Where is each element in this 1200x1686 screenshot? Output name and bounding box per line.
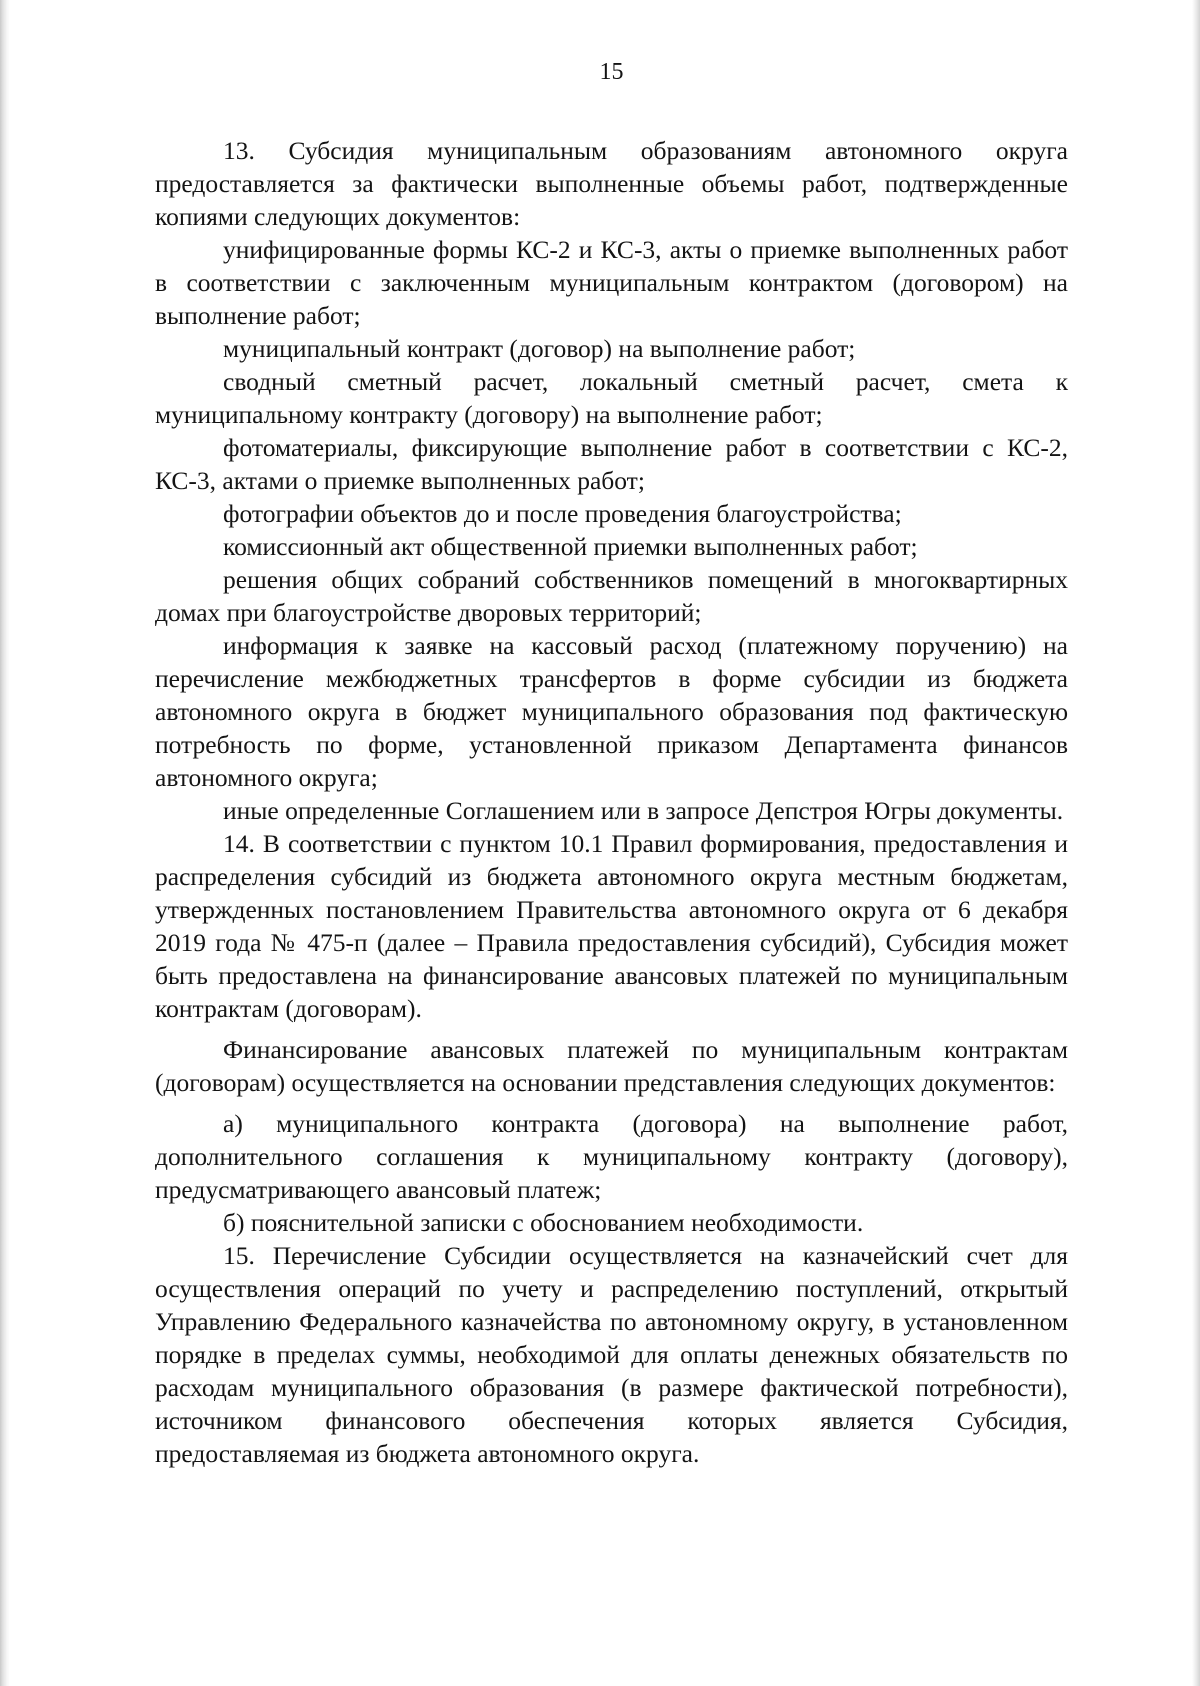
paragraph-commission-act: комиссионный акт общественной приемки выполненных работ; (223, 532, 918, 561)
scan-edge-right (1192, 0, 1200, 1686)
paragraph-subitem-b: б) пояснительной записки с обоснованием необходимости. (223, 1208, 864, 1237)
page-number: 15 (599, 59, 624, 85)
paragraph-item-14: 14. В соответствии с пунктом 10.1 Правил формирования, предоставления и распределения субсидий из бюджета автономного округа местным бюджетам, утвержденных постановлением Правительства автономного округа от 6 декабря 2019 года № 475-п (далее – Правила предоставления субсидий), Субсидия может быть предоставлена на финансирование авансовых платежей по муниципальным контрактам (договорам). (155, 829, 1068, 1023)
paragraph-photo-materials: фотоматериалы, фиксирующие выполнение работ в соответствии с КС-2, КС-3, актами о приемке выполненных работ; (155, 433, 1068, 495)
paragraph-owners-decisions: решения общих собраний собственников помещений в многоквартирных домах при благоустройстве дворовых территорий; (155, 565, 1068, 627)
paragraph-ks-forms: унифицированные формы КС-2 и КС-3, акты о приемке выполненных работ в соответствии с заключенным муниципальным контрактом (договором) на выполнение работ; (155, 235, 1068, 330)
paragraph-payment-info: информация к заявке на кассовый расход (платежному поручению) на перечисление межбюджетных трансфертов в форме субсидии из бюджета автономного округа в бюджет муниципального образования под фактическую потребность по форме, установленной приказом Департамента финансов автономного округа; (155, 631, 1068, 792)
paragraph-subitem-a: а) муниципального контракта (договора) на выполнение работ, дополнительного соглашения к муниципальному контракту (договору), предусматривающего авансовый платеж; (155, 1109, 1068, 1204)
paragraph-item-15: 15. Перечисление Субсидии осуществляется на казначейский счет для осуществления операций по учету и распределению поступлений, открытый Управлению Федерального казначейства по автономному округу, в установленном порядке в пределах суммы, необходимой для оплаты денежных обязательств по расходам муниципального образования (в размере фактической потребности), источником финансового обеспечения которых является Субсидия, предоставляемая из бюджета автономного округа. (155, 1241, 1068, 1468)
paragraph-other-documents: иные определенные Соглашением или в запросе Депстроя Югры документы. (223, 796, 1064, 825)
paragraph-estimate: сводный сметный расчет, локальный сметный расчет, смета к муниципальному контракту (договору) на выполнение работ; (155, 367, 1068, 429)
paragraph-photos-before-after: фотографии объектов до и после проведения благоустройства; (223, 499, 902, 528)
paragraph-advance-financing: Финансирование авансовых платежей по муниципальным контрактам (договорам) осуществляется на основании представления следующих документов: (155, 1035, 1068, 1097)
paragraph-municipal-contract: муниципальный контракт (договор) на выполнение работ; (223, 334, 856, 363)
document-page (155, 58, 1068, 1470)
paragraph-item-13: 13. Субсидия муниципальным образованиям автономного округа предоставляется за фактически выполненные объемы работ, подтвержденные копиями следующих документов: (155, 136, 1068, 231)
scan-edge-left (0, 0, 10, 1686)
